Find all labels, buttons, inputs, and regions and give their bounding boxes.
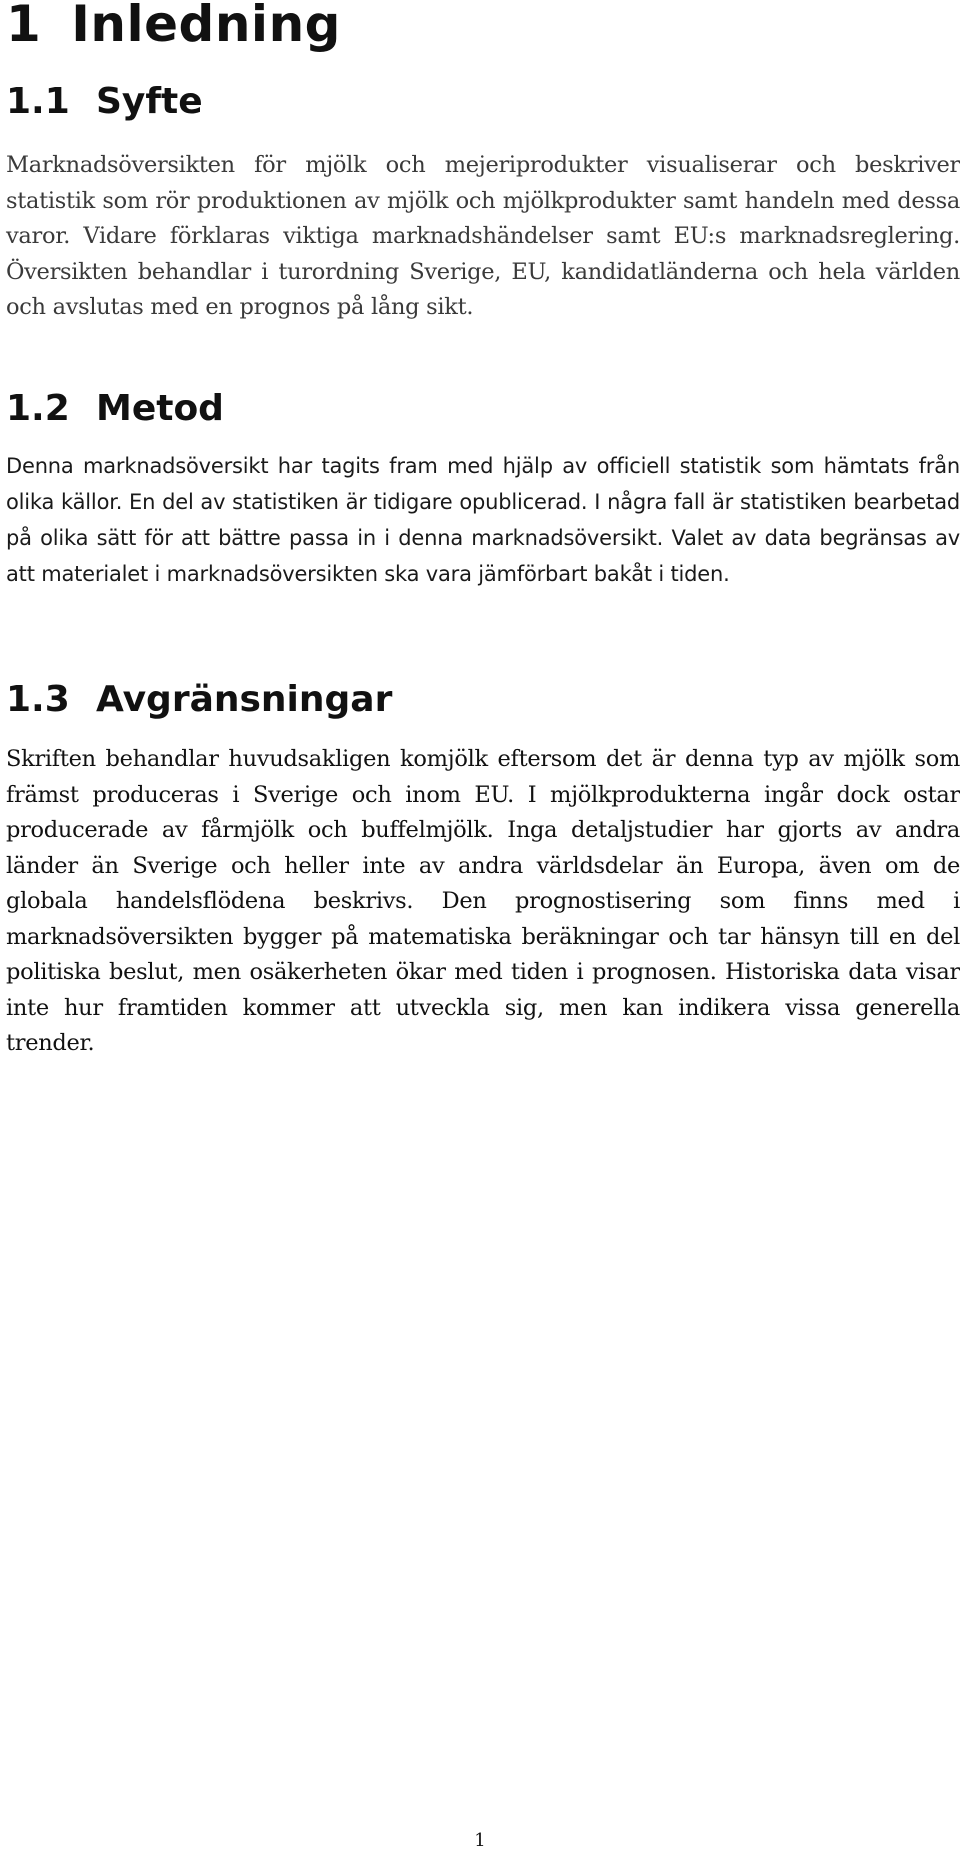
- section-title: Metod: [96, 388, 224, 429]
- page-number: 1: [474, 1830, 486, 1851]
- section-title: Avgränsningar: [96, 679, 393, 720]
- chapter-title-text: Inledning: [71, 0, 341, 53]
- section-heading-metod: [6, 387, 224, 431]
- section-body-syfte: Marknadsöversikten för mjölk och mejeriprodukter visualiserar och beskriver statistik som rör produktionen av mjölk och mjölkprodukter samt handeln med dessa varor. Vidare förklaras viktiga marknadshändelser samt EU:s marknadsreglering. Översikten behandlar i turordning Sverige, EU, kandidatländerna och hela världen och avslutas med en prognos på lång sikt.: [6, 152, 960, 320]
- chapter-number: 1: [6, 0, 42, 53]
- section-heading-syfte: [6, 80, 203, 124]
- section-body-avgransningar: Skriften behandlar huvudsakligen komjölk eftersom det är denna typ av mjölk som främst produceras i Sverige och inom EU. I mjölkprodukterna ingår dock ostar producerade av fårmjölk och buffelmjölk. Inga detaljstudier har gjorts av andra länder än Sverige och heller inte av andra världsdelar än Europa, även om de globala handelsflödena beskrivs. Den prognostisering som finns med i marknadsöversikten bygger på matematiska beräkningar och tar hänsyn till en del politiska beslut, men osäkerheten ökar med tiden i prognosen. Historiska data visar inte hur framtiden kommer att utveckla sig, men kan indikera vissa generella trender.: [6, 746, 960, 1056]
- section-number: 1.3: [6, 679, 70, 720]
- section-body-metod: Denna marknadsöversikt har tagits fram med hjälp av officiell statistik som hämtats från olika källor. En del av statistiken är tidigare opublicerad. I några fall är statistiken bearbetad på olika sätt för att bättre passa in i denna marknadsöversikt. Valet av data begränsas av att materialet i marknadsöversikten ska vara jämförbart bakåt i tiden.: [6, 454, 960, 586]
- section-heading-avgransningar: [6, 678, 392, 722]
- chapter-title: [6, 0, 341, 56]
- section-number: 1.1: [6, 81, 70, 122]
- section-number: 1.2: [6, 388, 70, 429]
- section-title: Syfte: [96, 81, 203, 122]
